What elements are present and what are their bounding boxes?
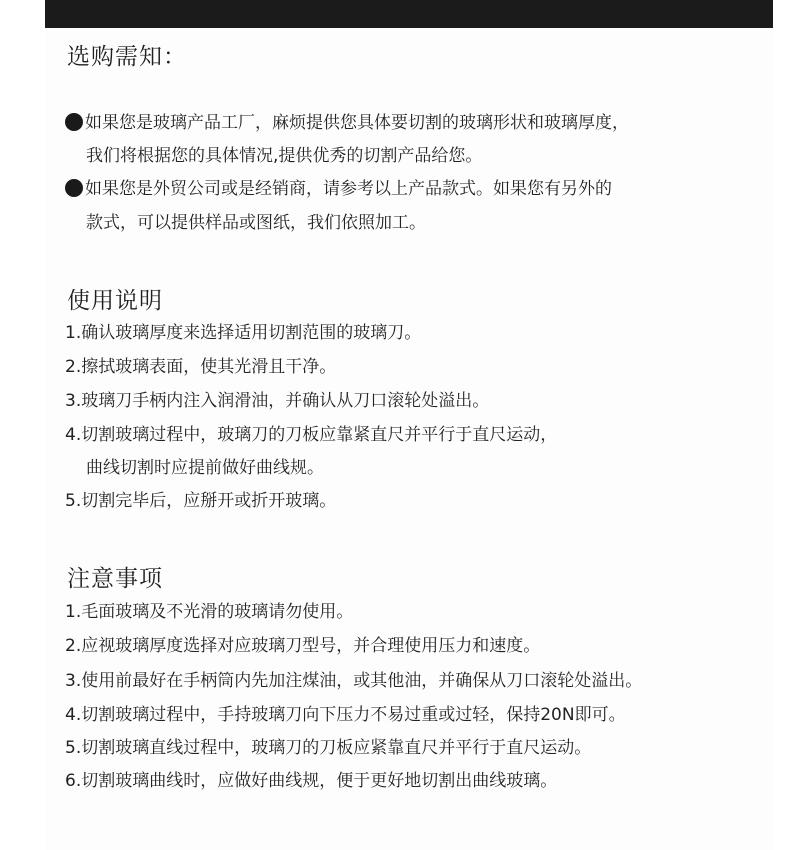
purchase-notice-item-2-line-1 [65,178,612,200]
usage-item-3: 3.玻璃刀手柄内注入润滑油，并确认从刀口滚轮处溢出。 [65,391,490,411]
precaution-item-4: 4.切割玻璃过程中，手持玻璃刀向下压力不易过重或过轻，保持20N即可。 [65,705,626,725]
precautions-title: 注意事项 [67,566,163,592]
precaution-item-3: 3.使用前最好在手柄筒内先加注煤油，或其他油，并确保从刀口滚轮处溢出。 [65,671,643,691]
usage-item-4: 4.切割玻璃过程中，玻璃刀的刀板应靠紧直尺并平行于直尺运动， [65,425,558,445]
usage-item-5: 5.切割完毕后，应掰开或折开玻璃。 [65,491,337,511]
usage-item-1: 1.确认玻璃厚度来选择适用切割范围的玻璃刀。 [65,323,422,343]
purchase-notice-item-2-text: 如果您是外贸公司或是经销商，请参考以上产品款式。如果您有另外的 [85,179,612,199]
purchase-notice-title: 选购需知： [67,44,187,70]
product-notice-page [45,0,773,850]
usage-item-2: 2.擦拭玻璃表面，使其光滑且干净。 [65,357,337,377]
bullet-icon [65,179,83,197]
precaution-item-6: 6.切割玻璃曲线时，应做好曲线规，便于更好地切割出曲线玻璃。 [65,771,558,791]
purchase-notice-item-1-text: 如果您是玻璃产品工厂，麻烦提供您具体要切割的玻璃形状和玻璃厚度， [85,113,629,133]
purchase-notice-item-2-line-2: 款式，可以提供样品或图纸，我们依照加工。 [86,213,426,233]
precaution-item-1: 1.毛面玻璃及不光滑的玻璃请勿使用。 [65,602,354,622]
top-header-bar [45,0,773,28]
precaution-item-5: 5.切割玻璃直线过程中，玻璃刀的刀板应紧靠直尺并平行于直尺运动。 [65,738,592,758]
purchase-notice-item-1-line-1 [65,112,629,134]
usage-title: 使用说明 [67,288,163,314]
usage-item-4-continued: 曲线切割时应提前做好曲线规。 [86,458,324,478]
bullet-icon [65,113,83,131]
purchase-notice-item-1-line-2: 我们将根据您的具体情况,提供优秀的切割产品给您。 [86,146,483,166]
precaution-item-2: 2.应视玻璃厚度选择对应玻璃刀型号，并合理使用压力和速度。 [65,636,541,656]
